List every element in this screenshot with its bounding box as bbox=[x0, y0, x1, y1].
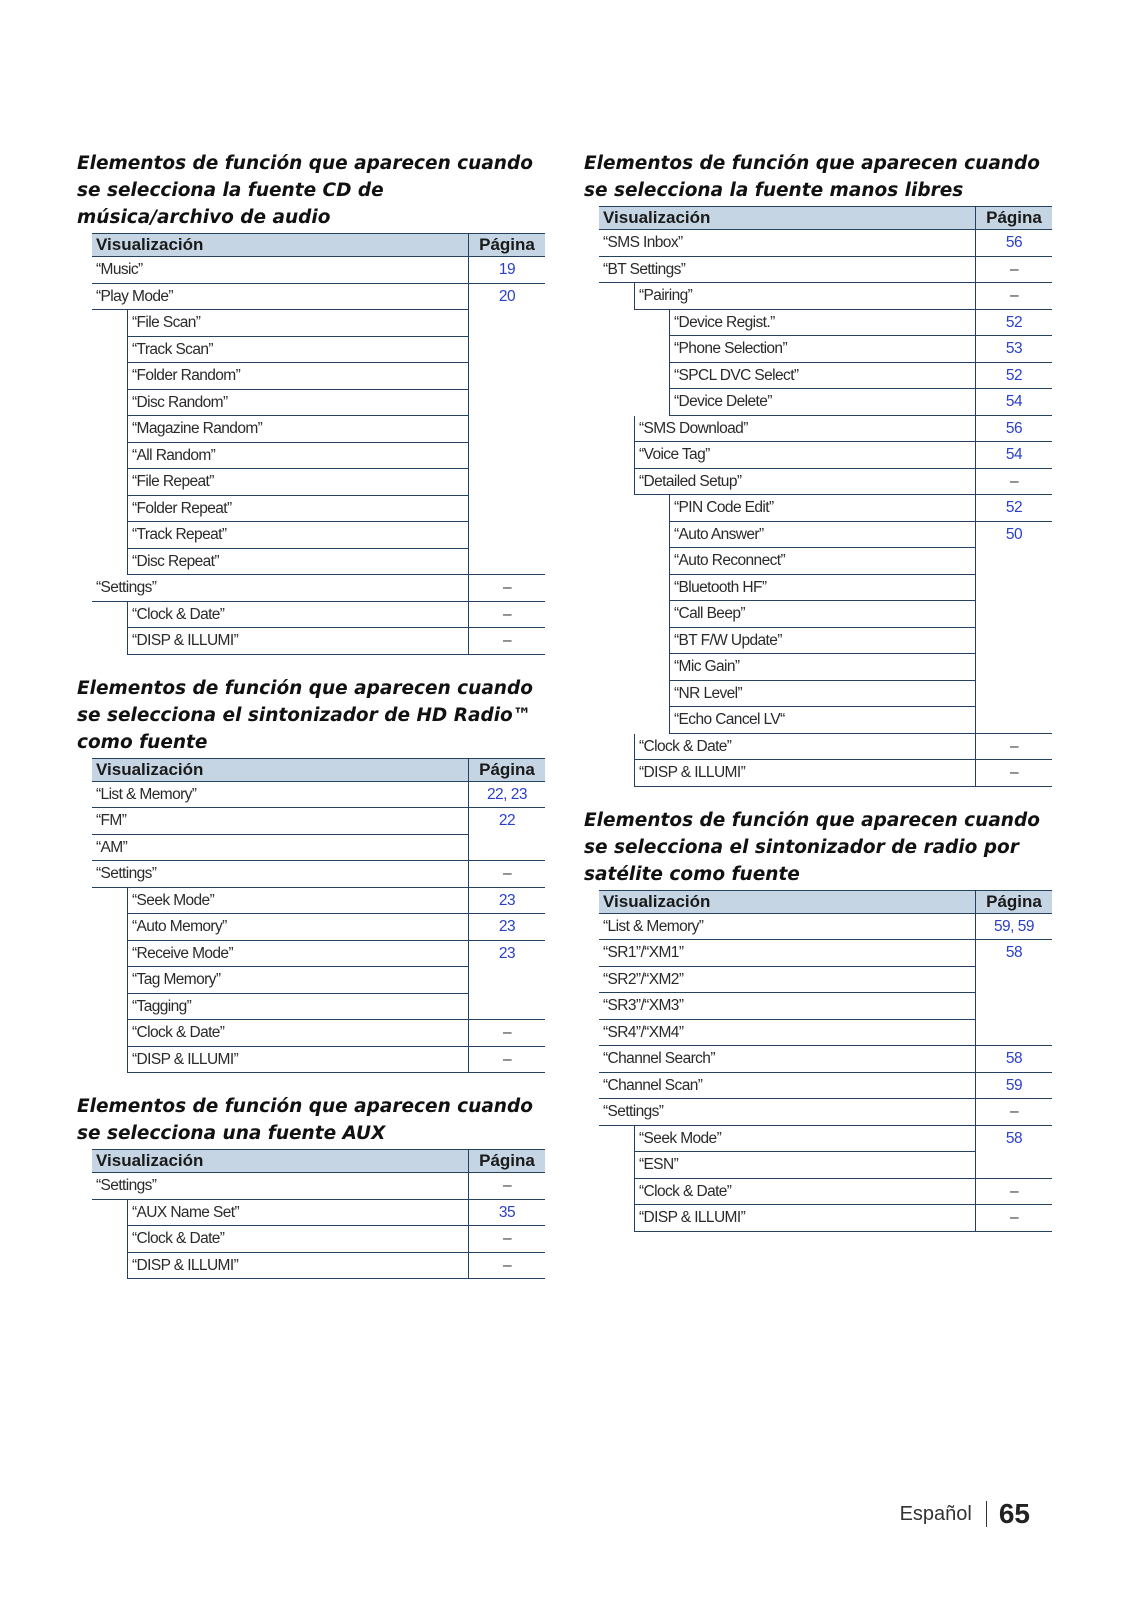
row-indent bbox=[599, 283, 635, 310]
display-item: “Folder Random” bbox=[128, 363, 469, 390]
row-indent bbox=[599, 707, 670, 734]
table-row bbox=[599, 993, 1052, 1020]
display-item: “Play Mode” bbox=[92, 284, 469, 311]
row-indent bbox=[599, 416, 635, 443]
table-row bbox=[599, 1020, 1052, 1047]
table-row bbox=[92, 861, 545, 888]
page-ref bbox=[976, 1152, 1052, 1179]
page-ref: 59 bbox=[976, 1073, 1052, 1100]
row-indent bbox=[92, 1253, 128, 1280]
table-row bbox=[599, 522, 1052, 549]
display-item: “Tagging” bbox=[128, 994, 469, 1021]
header-display: Visualización bbox=[92, 759, 469, 781]
display-item: “Settings” bbox=[92, 861, 469, 888]
display-item: “Auto Answer” bbox=[670, 522, 976, 549]
table-row bbox=[92, 522, 545, 549]
display-item: “All Random” bbox=[128, 443, 469, 470]
function-section bbox=[77, 675, 547, 1074]
header-page: Página bbox=[479, 759, 535, 779]
page-ref: 23 bbox=[469, 888, 545, 915]
function-section bbox=[77, 1093, 547, 1279]
section-title: Elementos de función que aparecen cuando se selecciona la fuente CD de música/archivo de audio bbox=[77, 153, 533, 228]
page-ref: 58 bbox=[1005, 1129, 1023, 1147]
table-header bbox=[599, 206, 1052, 230]
page-ref: 22 bbox=[498, 812, 516, 829]
page-ref bbox=[976, 707, 1052, 734]
header-page: Página bbox=[986, 891, 1042, 911]
row-indent bbox=[92, 549, 128, 576]
display-item: “DISP & ILLUMI” bbox=[128, 628, 469, 655]
page-ref: – bbox=[469, 1173, 545, 1200]
display-item: “DISP & ILLUMI” bbox=[128, 1253, 469, 1280]
row-indent bbox=[92, 602, 128, 629]
display-item: “File Repeat” bbox=[128, 469, 469, 496]
display-item: “Seek Mode” bbox=[128, 888, 469, 915]
table-row bbox=[599, 628, 1052, 655]
display-item: “DISP & ILLUMI” bbox=[635, 760, 976, 787]
page-ref: – bbox=[469, 1020, 545, 1047]
table-row bbox=[599, 363, 1052, 390]
footer-divider bbox=[986, 1501, 987, 1527]
display-item: “ESN” bbox=[635, 1152, 976, 1179]
section-title: Elementos de función que aparecen cuando se selecciona una fuente AUX bbox=[77, 1096, 533, 1144]
display-item: “AUX Name Set” bbox=[128, 1200, 469, 1227]
row-indent bbox=[599, 495, 670, 522]
page-ref bbox=[976, 601, 1052, 628]
row-indent bbox=[92, 443, 128, 470]
table-row bbox=[92, 994, 545, 1021]
row-indent bbox=[92, 1020, 128, 1047]
row-indent bbox=[599, 389, 670, 416]
row-indent bbox=[92, 1226, 128, 1253]
function-table bbox=[92, 1149, 545, 1279]
page-ref: 20 bbox=[498, 287, 516, 305]
page-ref: 56 bbox=[976, 230, 1052, 257]
function-section bbox=[77, 150, 547, 655]
table-row bbox=[599, 1126, 1052, 1153]
page-ref: 59, 59 bbox=[976, 914, 1052, 941]
row-indent bbox=[92, 888, 128, 915]
display-item: “SPCL DVC Select” bbox=[670, 363, 976, 390]
display-item: “SR2”/“XM2” bbox=[599, 967, 976, 994]
page-ref: 23 bbox=[469, 914, 545, 941]
row-indent bbox=[92, 310, 128, 337]
header-display: Visualización bbox=[599, 207, 976, 229]
display-item: “Folder Repeat” bbox=[128, 496, 469, 523]
page-footer bbox=[900, 1498, 1030, 1530]
display-item: “Echo Cancel LV“ bbox=[670, 707, 976, 734]
page-ref: 23 bbox=[498, 944, 516, 962]
display-item: “SR4”/“XM4” bbox=[599, 1020, 976, 1047]
row-indent bbox=[599, 628, 670, 655]
table-row bbox=[599, 1073, 1052, 1100]
row-indent bbox=[92, 914, 128, 941]
display-item: “Voice Tag” bbox=[635, 442, 976, 469]
display-item: “SMS Download” bbox=[635, 416, 976, 443]
table-row bbox=[599, 681, 1052, 708]
page-ref bbox=[976, 993, 1052, 1020]
table-row bbox=[599, 734, 1052, 761]
display-item: “BT Settings” bbox=[599, 257, 976, 284]
row-indent bbox=[92, 1047, 128, 1074]
page-ref bbox=[469, 337, 545, 364]
page-ref: 22, 23 bbox=[469, 782, 545, 809]
row-indent bbox=[92, 363, 128, 390]
table-row bbox=[92, 1020, 545, 1047]
table-row bbox=[599, 575, 1052, 602]
page-ref: 52 bbox=[976, 310, 1052, 337]
display-item: “Pairing” bbox=[635, 283, 976, 310]
table-row bbox=[92, 1047, 545, 1074]
page-ref: – bbox=[976, 1099, 1052, 1126]
table-row bbox=[599, 707, 1052, 734]
row-indent bbox=[599, 575, 670, 602]
table-row bbox=[92, 914, 545, 941]
header-page: Página bbox=[986, 208, 1042, 227]
row-indent bbox=[599, 469, 635, 496]
table-header bbox=[92, 1149, 545, 1173]
page-ref bbox=[976, 654, 1052, 681]
page-ref: 35 bbox=[469, 1200, 545, 1227]
display-item: “BT F/W Update” bbox=[670, 628, 976, 655]
display-item: “Channel Scan” bbox=[599, 1073, 976, 1100]
table-row bbox=[92, 967, 545, 994]
row-indent bbox=[599, 310, 670, 337]
page-ref bbox=[469, 496, 545, 523]
table-row bbox=[92, 1200, 545, 1227]
page-ref bbox=[469, 390, 545, 417]
row-indent bbox=[599, 442, 635, 469]
table-row bbox=[599, 389, 1052, 416]
page-ref bbox=[976, 1020, 1052, 1047]
page-ref bbox=[469, 835, 545, 862]
right-column bbox=[584, 150, 1054, 1252]
header-display: Visualización bbox=[92, 1150, 469, 1172]
table-row bbox=[92, 1173, 545, 1200]
row-indent bbox=[599, 548, 670, 575]
table-row bbox=[599, 469, 1052, 496]
row-indent bbox=[599, 760, 635, 787]
table-row bbox=[92, 469, 545, 496]
row-indent bbox=[92, 337, 128, 364]
table-row bbox=[92, 337, 545, 364]
header-display: Visualización bbox=[599, 891, 976, 913]
table-row bbox=[599, 336, 1052, 363]
table-row bbox=[599, 257, 1052, 284]
table-row bbox=[92, 363, 545, 390]
display-item: “Auto Memory” bbox=[128, 914, 469, 941]
table-row bbox=[599, 283, 1052, 310]
table-row bbox=[599, 1205, 1052, 1232]
display-item: “Disc Repeat” bbox=[128, 549, 469, 576]
table-row bbox=[92, 835, 545, 862]
table-row bbox=[92, 1226, 545, 1253]
page-ref: 50 bbox=[1005, 525, 1023, 543]
row-indent bbox=[92, 994, 128, 1021]
display-item: “Settings” bbox=[92, 1173, 469, 1200]
page-ref bbox=[469, 416, 545, 443]
row-indent bbox=[599, 1179, 635, 1206]
page-ref bbox=[469, 443, 545, 470]
display-item: “Auto Reconnect” bbox=[670, 548, 976, 575]
page-ref: – bbox=[469, 861, 545, 888]
display-item: “Disc Random” bbox=[128, 390, 469, 417]
row-indent bbox=[92, 941, 128, 968]
row-indent bbox=[599, 681, 670, 708]
display-item: “Device Regist.” bbox=[670, 310, 976, 337]
table-row bbox=[92, 416, 545, 443]
display-item: “Seek Mode” bbox=[635, 1126, 976, 1153]
table-row bbox=[599, 230, 1052, 257]
page-ref: – bbox=[976, 257, 1052, 284]
display-item: “Device Delete” bbox=[670, 389, 976, 416]
display-item: “Clock & Date” bbox=[128, 1226, 469, 1253]
display-item: “Clock & Date” bbox=[635, 1179, 976, 1206]
table-row bbox=[92, 310, 545, 337]
display-item: “Mic Gain” bbox=[670, 654, 976, 681]
table-row bbox=[92, 941, 545, 968]
table-header bbox=[599, 890, 1052, 914]
page-ref: – bbox=[469, 575, 545, 602]
display-item: “List & Memory” bbox=[92, 782, 469, 809]
page-ref: – bbox=[976, 734, 1052, 761]
display-item: “SR1”/“XM1” bbox=[599, 940, 976, 967]
page-ref: – bbox=[976, 283, 1052, 310]
function-table bbox=[92, 233, 545, 655]
display-item: “Channel Search” bbox=[599, 1046, 976, 1073]
display-item: “NR Level” bbox=[670, 681, 976, 708]
table-row bbox=[599, 654, 1052, 681]
table-row bbox=[92, 257, 545, 284]
page-ref: – bbox=[976, 760, 1052, 787]
page-ref bbox=[469, 469, 545, 496]
display-item: “Phone Selection” bbox=[670, 336, 976, 363]
page-ref: 52 bbox=[976, 495, 1052, 522]
section-title: Elementos de función que aparecen cuando se selecciona el sintonizador de HD Radio™ como fuente bbox=[77, 677, 533, 753]
row-indent bbox=[599, 1152, 635, 1179]
row-indent bbox=[92, 390, 128, 417]
display-item: “DISP & ILLUMI” bbox=[635, 1205, 976, 1232]
header-display: Visualización bbox=[92, 234, 469, 256]
page-ref: – bbox=[976, 1205, 1052, 1232]
table-row bbox=[92, 496, 545, 523]
page-ref: – bbox=[469, 1253, 545, 1280]
table-row bbox=[599, 760, 1052, 787]
table-row bbox=[92, 549, 545, 576]
table-row bbox=[599, 1046, 1052, 1073]
display-item: “Receive Mode” bbox=[128, 941, 469, 968]
function-table bbox=[599, 206, 1052, 787]
table-row bbox=[92, 782, 545, 809]
table-row bbox=[599, 940, 1052, 967]
display-item: “Clock & Date” bbox=[635, 734, 976, 761]
function-table bbox=[92, 758, 545, 1074]
page-ref bbox=[469, 363, 545, 390]
display-item: “Track Repeat” bbox=[128, 522, 469, 549]
display-item: “DISP & ILLUMI” bbox=[128, 1047, 469, 1074]
table-row bbox=[92, 628, 545, 655]
display-item: “Call Beep” bbox=[670, 601, 976, 628]
display-item: “Bluetooth HF” bbox=[670, 575, 976, 602]
page-ref bbox=[976, 575, 1052, 602]
page-ref bbox=[469, 522, 545, 549]
display-item: “FM” bbox=[92, 808, 469, 835]
table-row bbox=[599, 1152, 1052, 1179]
row-indent bbox=[599, 601, 670, 628]
display-item: “Tag Memory” bbox=[128, 967, 469, 994]
table-row bbox=[599, 1099, 1052, 1126]
function-section bbox=[584, 807, 1054, 1232]
page-ref bbox=[976, 628, 1052, 655]
table-header bbox=[92, 233, 545, 257]
table-row bbox=[92, 443, 545, 470]
display-item: “PIN Code Edit” bbox=[670, 495, 976, 522]
row-indent bbox=[599, 1126, 635, 1153]
display-item: “Settings” bbox=[599, 1099, 976, 1126]
display-item: “Settings” bbox=[92, 575, 469, 602]
page-ref: – bbox=[469, 628, 545, 655]
row-indent bbox=[92, 496, 128, 523]
table-row bbox=[92, 575, 545, 602]
page-ref: 52 bbox=[976, 363, 1052, 390]
table-row bbox=[92, 284, 545, 311]
table-row bbox=[599, 548, 1052, 575]
page-ref: 54 bbox=[976, 389, 1052, 416]
section-title: Elementos de función que aparecen cuando se selecciona la fuente manos libres bbox=[584, 153, 1040, 201]
row-indent bbox=[92, 416, 128, 443]
row-indent bbox=[599, 1205, 635, 1232]
row-indent bbox=[599, 734, 635, 761]
page-ref bbox=[976, 548, 1052, 575]
table-row bbox=[599, 914, 1052, 941]
display-item: “Track Scan” bbox=[128, 337, 469, 364]
display-item: “Clock & Date” bbox=[128, 1020, 469, 1047]
table-row bbox=[599, 967, 1052, 994]
table-row bbox=[92, 602, 545, 629]
function-section bbox=[584, 150, 1054, 787]
page-ref: 53 bbox=[976, 336, 1052, 363]
table-row bbox=[92, 808, 545, 835]
display-item: “SMS Inbox” bbox=[599, 230, 976, 257]
table-row bbox=[599, 416, 1052, 443]
table-row bbox=[92, 888, 545, 915]
row-indent bbox=[599, 522, 670, 549]
display-item: “Music” bbox=[92, 257, 469, 284]
row-indent bbox=[599, 336, 670, 363]
header-page: Página bbox=[479, 235, 535, 254]
page-ref: – bbox=[976, 1179, 1052, 1206]
display-item: “Magazine Random” bbox=[128, 416, 469, 443]
section-title: Elementos de función que aparecen cuando se selecciona el sintonizador de radio por satélite como fuente bbox=[584, 809, 1040, 885]
page-ref: – bbox=[976, 469, 1052, 496]
footer-language: Español bbox=[899, 1502, 972, 1525]
page-ref: 19 bbox=[469, 257, 545, 284]
page-ref bbox=[469, 310, 545, 337]
left-column bbox=[77, 150, 547, 1299]
row-indent bbox=[92, 522, 128, 549]
page-ref bbox=[469, 994, 545, 1021]
display-item: “Clock & Date” bbox=[128, 602, 469, 629]
header-page: Página bbox=[479, 1151, 535, 1170]
table-row bbox=[92, 390, 545, 417]
page-ref: 58 bbox=[976, 1046, 1052, 1073]
row-indent bbox=[599, 363, 670, 390]
table-row bbox=[599, 442, 1052, 469]
display-item: “AM” bbox=[92, 835, 469, 862]
function-table bbox=[599, 890, 1052, 1232]
display-item: “Detailed Setup” bbox=[635, 469, 976, 496]
display-item: “SR3”/“XM3” bbox=[599, 993, 976, 1020]
row-indent bbox=[599, 654, 670, 681]
page-ref: 54 bbox=[976, 442, 1052, 469]
display-item: “File Scan” bbox=[128, 310, 469, 337]
table-row bbox=[599, 495, 1052, 522]
page-ref bbox=[976, 681, 1052, 708]
page-ref: – bbox=[469, 1047, 545, 1074]
page-ref: 58 bbox=[1005, 944, 1023, 961]
row-indent bbox=[92, 1200, 128, 1227]
table-row bbox=[599, 1179, 1052, 1206]
page-number: 65 bbox=[998, 1498, 1030, 1529]
table-row bbox=[599, 601, 1052, 628]
row-indent bbox=[92, 967, 128, 994]
page-ref bbox=[976, 967, 1052, 994]
page-ref bbox=[469, 967, 545, 994]
page-ref: – bbox=[469, 602, 545, 629]
page-ref: 56 bbox=[976, 416, 1052, 443]
display-item: “List & Memory” bbox=[599, 914, 976, 941]
table-row bbox=[92, 1253, 545, 1280]
table-row bbox=[599, 310, 1052, 337]
row-indent bbox=[92, 469, 128, 496]
page-ref: – bbox=[469, 1226, 545, 1253]
page-ref bbox=[469, 549, 545, 576]
table-header bbox=[92, 758, 545, 782]
row-indent bbox=[92, 628, 128, 655]
